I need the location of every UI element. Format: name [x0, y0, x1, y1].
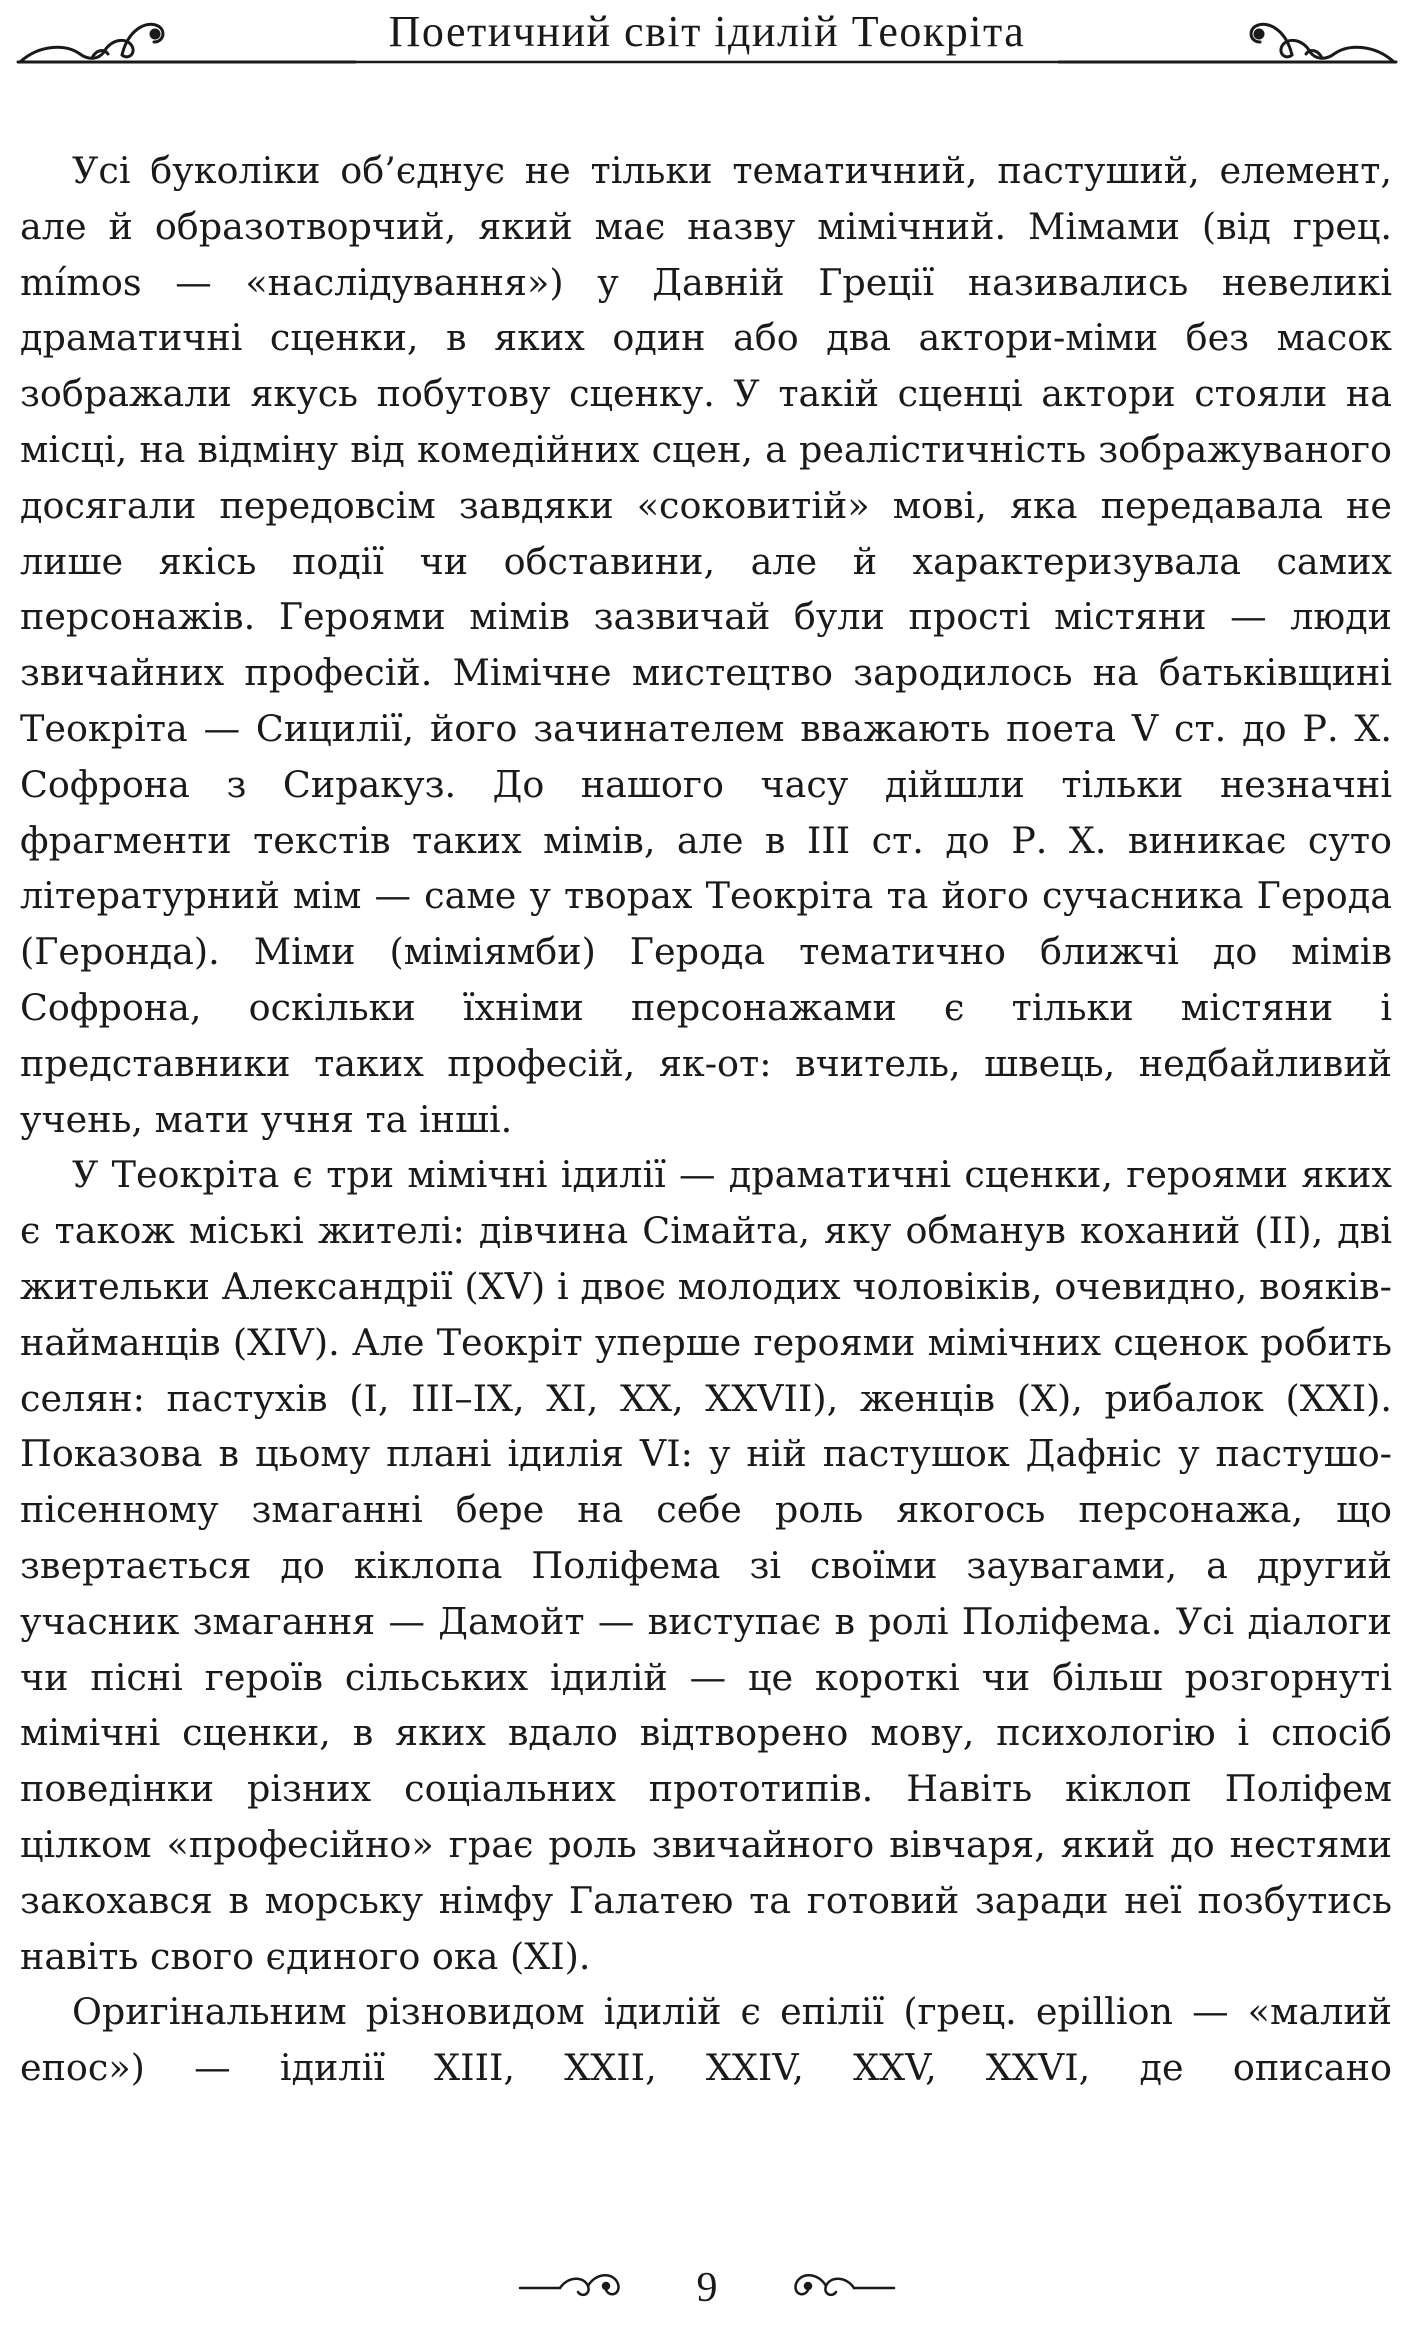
running-header: [0, 0, 1414, 90]
body-text: [20, 143, 1392, 2096]
page-number: 9: [696, 2265, 718, 2311]
flourish-ornament-icon: [795, 2275, 894, 2295]
paragraph: Оригінальним різновидом ідилій є епілії (грец. epillion — «малий епос») — ідилії XIII, XXII, XXIV, XXV, XXVI, де описано: [20, 1990, 1392, 2090]
running-title: Поетичний світ ідилій Теокріта: [388, 7, 1026, 56]
page-footer: [0, 2250, 1414, 2320]
flourish-ornament-icon: [520, 2275, 619, 2295]
paragraph: Усі буколіки об’єднує не тільки тематичний, пастуший, елемент, але й образотворчий, який має назву мімічний. Мімами (від грец. mímos — «наслідування») у Давній Греції називались невеликі драматичні сценки, в яких один або два актори-міми без масок зображали якусь побутову сценку. У такій сценці актори стояли на місці, на відміну від комедійних сцен, а реалістичність зображуваного досягали передовсім завдяки «соковитій» мові, яка передавала не лише якісь події чи обставини, але й характеризувала самих персонажів. Героями мімів зазвичай були прості містяни — люди звичайних професій. Мімічне мистецтво зародилось на батьківщині Теокріта — Сицилії, його зачинателем вважають поета V ст. до Р. Х. Софрона з Сиракуз. До нашого часу дійшли тільки незначні фрагменти текстів таких мімів, але в ІІІ ст. до Р. Х. виникає суто літературний мім — саме у творах Теокріта та його сучасника Герода (Геронда). Міми (міміямби) Герода тематично ближчі до мімів Софрона, оскільки їхніми персонажами є тільки містяни і представники таких професій, як-от: вчитель, швець, недбайливий учень, мати учня та інші.: [20, 149, 1392, 1141]
paragraph: У Теокріта є три мімічні ідилії — драматичні сценки, героями яких є також міські жителі: дівчина Сімайта, яку обманув коханий (ІІ), дві жительки Александрії (XV) і двоє молодих чоловіків, очевидно, вояків-найманців (XIV). Але Теокріт уперше героями мімічних сценок робить селян: пастухів (I, III–IX, XI, XX, XXVII), женців (X), рибалок (XXI). Показова в цьому плані ідилія VI: у ній пастушок Дафніс у пастушо-пісенному змаганні бере на себе роль якогось персонажа, що звертається до кіклопа Поліфема зі своїми заувагами, а другий учасник змагання — Дамойт — виступає в ролі Поліфема. Усі діалоги чи пісні героїв сільських ідилій — це короткі чи більш розгорнуті мімічні сценки, в яких вдало відтворено мову, психологію і спосіб поведінки різних соціальних прототипів. Навіть кіклоп Поліфем цілком «професійно» грає роль звичайного вівчаря, який до нестями закохався в морську німфу Галатею та готовий заради неї позбутись навіть свого єдиного ока (XI).: [20, 1153, 1392, 1978]
